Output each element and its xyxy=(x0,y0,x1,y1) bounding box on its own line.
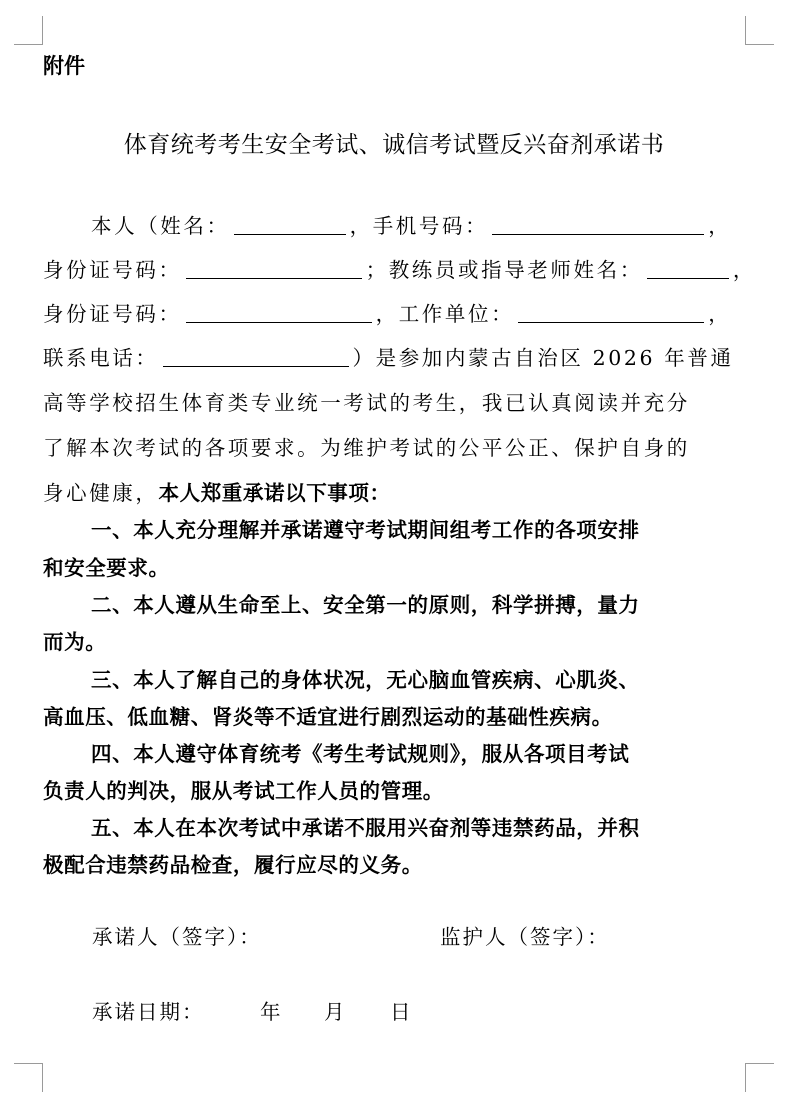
pledge-item-1: 一、本人充分理解并承诺遵守考试期间组考工作的各项安排 xyxy=(91,518,640,542)
document-title: 体育统考考生安全考试、诚信考试暨反兴奋剂承诺书 xyxy=(123,132,665,158)
id-blank[interactable] xyxy=(186,260,362,279)
date-day: 日 xyxy=(390,1000,413,1024)
body-text-line: 了解本次考试的各项要求。为维护考试的公平公正、保护自身的 xyxy=(43,436,690,460)
corner-mark-bottom-left xyxy=(14,1063,43,1092)
pledge-item-3-cont: 高血压、低血糖、肾炎等不适宜进行剧烈运动的基础性疾病。 xyxy=(43,705,613,729)
comma: ， xyxy=(708,302,732,326)
comma: ， xyxy=(732,258,756,282)
body-text-line xyxy=(43,478,748,508)
pledge-item-3: 三、本人了解自己的身体状况，无心脑血管疾病、心肌炎、 xyxy=(91,668,640,692)
name-label: 本人（姓名： xyxy=(91,214,230,238)
pledge-item-5: 五、本人在本次考试中承诺不服用兴奋剂等违禁药品，并积 xyxy=(91,816,640,840)
date-year: 年 xyxy=(260,1000,283,1024)
pledge-intro: 本人郑重承诺以下事项： xyxy=(158,481,391,505)
pledge-item-4-cont: 负责人的判决，服从考试工作人员的管理。 xyxy=(43,779,444,803)
corner-mark-bottom-right xyxy=(745,1063,774,1092)
coach-id-blank[interactable] xyxy=(186,304,372,323)
comma: ， xyxy=(708,214,732,238)
id-label: 身份证号码： xyxy=(43,258,182,282)
pledge-item-2-cont: 而为。 xyxy=(43,630,107,654)
info-line-coach-id-work xyxy=(43,299,748,329)
corner-mark-top-right xyxy=(745,16,774,45)
attachment-label: 附件 xyxy=(43,54,85,78)
name-blank[interactable] xyxy=(234,216,346,235)
phone-label: ，手机号码： xyxy=(349,214,489,238)
pledge-item-1-cont: 和安全要求。 xyxy=(43,556,170,580)
info-line-id-coach xyxy=(43,255,756,285)
contact-tail: ）是参加内蒙古自治区 2026 年普通 xyxy=(352,346,734,370)
pledge-item-5-cont: 极配合违禁药品检查，履行应尽的义务。 xyxy=(43,853,423,877)
guardian-signature-label: 监护人（签字）： xyxy=(440,925,610,949)
body-text: 身心健康， xyxy=(43,481,159,505)
work-unit-blank[interactable] xyxy=(518,304,704,323)
pledge-item-2: 二、本人遵从生命至上、安全第一的原则，科学拼搏，量力 xyxy=(91,593,640,617)
work-unit-label: ，工作单位： xyxy=(375,302,515,326)
corner-mark-top-left xyxy=(14,16,43,45)
phone-blank[interactable] xyxy=(492,216,704,235)
info-line-name-phone xyxy=(43,211,788,241)
coach-name-blank[interactable] xyxy=(647,260,729,279)
coach-name-label: ；教练员或指导老师姓名： xyxy=(365,258,643,282)
coach-id-label: 身份证号码： xyxy=(43,302,182,326)
info-line-contact xyxy=(43,343,748,373)
body-text-line: 高等学校招生体育类专业统一考试的考生，我已认真阅读并充分 xyxy=(43,391,690,415)
contact-label: 联系电话： xyxy=(43,346,159,370)
pledge-item-4: 四、本人遵守体育统考《考生考试规则》，服从各项目考试 xyxy=(91,742,630,766)
date-month: 月 xyxy=(324,1000,347,1024)
contact-blank[interactable] xyxy=(163,348,349,367)
signer-signature-label: 承诺人（签字）： xyxy=(92,925,262,949)
pledge-date-label: 承诺日期： xyxy=(92,1000,205,1024)
